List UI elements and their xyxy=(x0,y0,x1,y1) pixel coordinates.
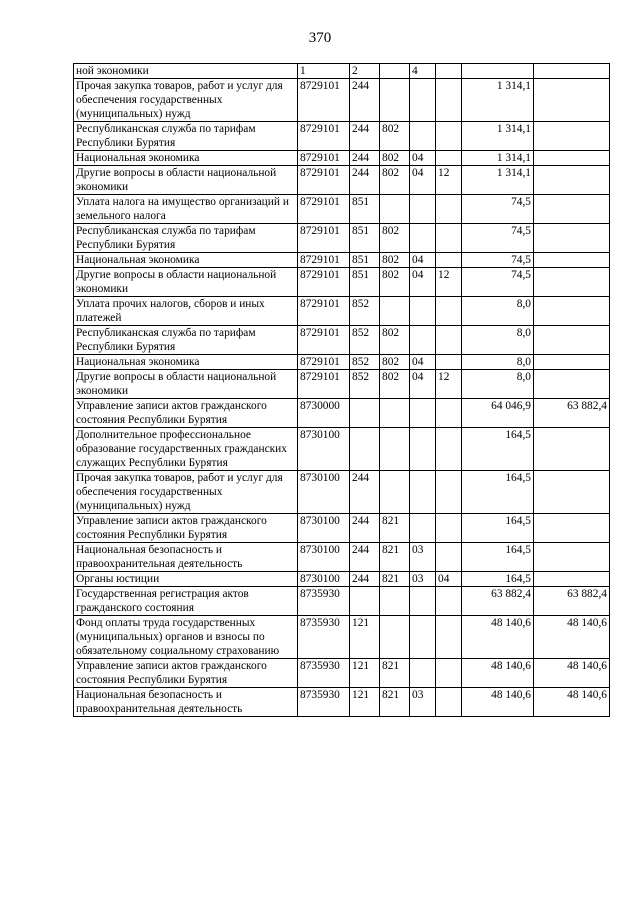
table-row xyxy=(74,151,610,166)
row-target-code: 8730100 xyxy=(298,514,350,543)
table-row xyxy=(74,297,610,326)
row-department xyxy=(380,297,410,326)
row-section xyxy=(410,326,436,355)
row-subsection xyxy=(436,514,462,543)
row-name: ной экономики xyxy=(74,64,298,79)
row-section: 04 xyxy=(410,166,436,195)
row-target-code: 8729101 xyxy=(298,268,350,297)
row-expense-type: 244 xyxy=(350,543,380,572)
row-amount-2 xyxy=(534,195,610,224)
row-subsection xyxy=(436,659,462,688)
row-subsection xyxy=(436,297,462,326)
row-expense-type: 121 xyxy=(350,659,380,688)
row-name: Национальная экономика xyxy=(74,253,298,268)
row-name: Республиканская служба по тарифам Республики Бурятия xyxy=(74,122,298,151)
row-name: Управление записи актов гражданского состояния Республики Бурятия xyxy=(74,399,298,428)
row-name: Национальная безопасность и правоохранительная деятельность xyxy=(74,688,298,717)
table-row xyxy=(74,514,610,543)
row-target-code: 8729101 xyxy=(298,151,350,166)
row-section xyxy=(410,471,436,514)
table-row xyxy=(74,688,610,717)
table-row xyxy=(74,572,610,587)
row-amount-1: 164,5 xyxy=(462,471,534,514)
row-section xyxy=(410,195,436,224)
row-department xyxy=(380,195,410,224)
row-section xyxy=(410,428,436,471)
row-amount-1: 1 314,1 xyxy=(462,151,534,166)
row-department xyxy=(380,471,410,514)
row-department: 802 xyxy=(380,166,410,195)
row-subsection xyxy=(436,253,462,268)
row-amount-2 xyxy=(534,471,610,514)
row-name: Органы юстиции xyxy=(74,572,298,587)
row-department xyxy=(380,428,410,471)
row-section xyxy=(410,587,436,616)
row-amount-1: 164,5 xyxy=(462,514,534,543)
row-section xyxy=(410,297,436,326)
row-subsection xyxy=(436,151,462,166)
row-amount-2 xyxy=(534,268,610,297)
row-amount-2 xyxy=(534,543,610,572)
row-amount-1: 164,5 xyxy=(462,543,534,572)
row-section xyxy=(410,122,436,151)
row-department xyxy=(380,587,410,616)
row-amount-1: 74,5 xyxy=(462,268,534,297)
row-subsection xyxy=(436,79,462,122)
row-subsection xyxy=(436,688,462,717)
row-name: Республиканская служба по тарифам Республики Бурятия xyxy=(74,224,298,253)
row-department: 802 xyxy=(380,370,410,399)
row-expense-type xyxy=(350,587,380,616)
row-amount-2 xyxy=(534,166,610,195)
row-target-code: 1 xyxy=(298,64,350,79)
row-amount-2 xyxy=(534,514,610,543)
row-amount-1: 63 882,4 xyxy=(462,587,534,616)
row-department: 802 xyxy=(380,151,410,166)
table-row xyxy=(74,355,610,370)
row-amount-1: 8,0 xyxy=(462,297,534,326)
table-row xyxy=(74,428,610,471)
row-subsection: 04 xyxy=(436,572,462,587)
row-target-code: 8735930 xyxy=(298,616,350,659)
row-amount-2: 63 882,4 xyxy=(534,587,610,616)
row-subsection xyxy=(436,428,462,471)
row-department xyxy=(380,616,410,659)
table-row xyxy=(74,399,610,428)
row-department: 802 xyxy=(380,224,410,253)
row-name: Прочая закупка товаров, работ и услуг для обеспечения государственных (муниципальных) нужд xyxy=(74,471,298,514)
row-department xyxy=(380,64,410,79)
row-target-code: 8730000 xyxy=(298,399,350,428)
row-subsection xyxy=(436,543,462,572)
row-section xyxy=(410,514,436,543)
table-body xyxy=(74,64,610,717)
row-subsection xyxy=(436,224,462,253)
row-amount-2 xyxy=(534,428,610,471)
row-expense-type xyxy=(350,428,380,471)
row-amount-1: 1 314,1 xyxy=(462,122,534,151)
row-name: Фонд оплаты труда государственных (муниципальных) органов и взносы по обязательному социальному страхованию xyxy=(74,616,298,659)
row-target-code: 8735930 xyxy=(298,587,350,616)
row-amount-1: 48 140,6 xyxy=(462,688,534,717)
row-amount-1: 8,0 xyxy=(462,355,534,370)
row-amount-2 xyxy=(534,253,610,268)
row-target-code: 8730100 xyxy=(298,572,350,587)
row-department: 802 xyxy=(380,268,410,297)
row-section: 04 xyxy=(410,355,436,370)
row-target-code: 8729101 xyxy=(298,297,350,326)
row-department: 821 xyxy=(380,572,410,587)
page-number: 370 xyxy=(308,30,332,46)
row-target-code: 8735930 xyxy=(298,659,350,688)
table-row xyxy=(74,616,610,659)
row-name: Национальная экономика xyxy=(74,151,298,166)
row-section: 03 xyxy=(410,572,436,587)
row-department: 802 xyxy=(380,326,410,355)
row-expense-type xyxy=(350,399,380,428)
table-row xyxy=(74,122,610,151)
row-name: Прочая закупка товаров, работ и услуг для обеспечения государственных (муниципальных) нужд xyxy=(74,79,298,122)
row-target-code: 8729101 xyxy=(298,166,350,195)
table-row xyxy=(74,326,610,355)
row-department: 821 xyxy=(380,659,410,688)
row-target-code: 8730100 xyxy=(298,428,350,471)
row-subsection xyxy=(436,326,462,355)
row-subsection xyxy=(436,195,462,224)
row-amount-2: 48 140,6 xyxy=(534,616,610,659)
row-expense-type: 244 xyxy=(350,79,380,122)
row-name: Государственная регистрация актов гражданского состояния xyxy=(74,587,298,616)
row-section xyxy=(410,224,436,253)
row-expense-type: 121 xyxy=(350,616,380,659)
table-row xyxy=(74,166,610,195)
row-amount-2 xyxy=(534,224,610,253)
row-name: Управление записи актов гражданского состояния Республики Бурятия xyxy=(74,514,298,543)
row-target-code: 8729101 xyxy=(298,253,350,268)
row-name: Республиканская служба по тарифам Республики Бурятия xyxy=(74,326,298,355)
row-section: 04 xyxy=(410,151,436,166)
table-row xyxy=(74,370,610,399)
row-amount-1: 8,0 xyxy=(462,370,534,399)
table-row xyxy=(74,224,610,253)
row-amount-1: 48 140,6 xyxy=(462,616,534,659)
row-target-code: 8729101 xyxy=(298,122,350,151)
row-target-code: 8730100 xyxy=(298,543,350,572)
row-target-code: 8729101 xyxy=(298,224,350,253)
row-department: 802 xyxy=(380,122,410,151)
row-subsection: 12 xyxy=(436,370,462,399)
row-target-code: 8729101 xyxy=(298,355,350,370)
row-section xyxy=(410,659,436,688)
table-row xyxy=(74,471,610,514)
row-expense-type: 851 xyxy=(350,268,380,297)
row-name: Другие вопросы в области национальной экономики xyxy=(74,166,298,195)
row-amount-1: 164,5 xyxy=(462,572,534,587)
table-row xyxy=(74,587,610,616)
row-target-code: 8729101 xyxy=(298,326,350,355)
row-section: 4 xyxy=(410,64,436,79)
row-department xyxy=(380,79,410,122)
row-amount-2 xyxy=(534,151,610,166)
row-amount-2 xyxy=(534,572,610,587)
table-row xyxy=(74,195,610,224)
row-expense-type: 852 xyxy=(350,370,380,399)
row-amount-2 xyxy=(534,64,610,79)
row-subsection: 12 xyxy=(436,268,462,297)
row-expense-type: 851 xyxy=(350,195,380,224)
row-name: Национальная безопасность и правоохранительная деятельность xyxy=(74,543,298,572)
row-name: Другие вопросы в области национальной экономики xyxy=(74,370,298,399)
table-row xyxy=(74,543,610,572)
row-department xyxy=(380,399,410,428)
row-subsection: 12 xyxy=(436,166,462,195)
table-row xyxy=(74,64,610,79)
row-department: 821 xyxy=(380,688,410,717)
row-section xyxy=(410,79,436,122)
row-expense-type: 244 xyxy=(350,166,380,195)
row-section: 04 xyxy=(410,268,436,297)
row-amount-2 xyxy=(534,297,610,326)
row-target-code: 8729101 xyxy=(298,79,350,122)
row-name: Уплата налога на имущество организаций и земельного налога xyxy=(74,195,298,224)
row-name: Национальная экономика xyxy=(74,355,298,370)
row-name: Управление записи актов гражданского состояния Республики Бурятия xyxy=(74,659,298,688)
table-row xyxy=(74,659,610,688)
row-section: 04 xyxy=(410,370,436,399)
row-expense-type: 244 xyxy=(350,122,380,151)
row-amount-1: 74,5 xyxy=(462,253,534,268)
row-amount-1: 164,5 xyxy=(462,428,534,471)
row-amount-1: 74,5 xyxy=(462,195,534,224)
row-target-code: 8729101 xyxy=(298,370,350,399)
row-amount-2 xyxy=(534,355,610,370)
row-amount-1: 1 314,1 xyxy=(462,79,534,122)
row-amount-1: 48 140,6 xyxy=(462,659,534,688)
row-amount-2: 48 140,6 xyxy=(534,659,610,688)
row-expense-type: 2 xyxy=(350,64,380,79)
row-department: 821 xyxy=(380,514,410,543)
row-amount-2 xyxy=(534,370,610,399)
row-amount-2 xyxy=(534,326,610,355)
row-expense-type: 244 xyxy=(350,471,380,514)
row-expense-type: 852 xyxy=(350,326,380,355)
row-target-code: 8730100 xyxy=(298,471,350,514)
row-subsection xyxy=(436,399,462,428)
row-department: 802 xyxy=(380,253,410,268)
row-expense-type: 244 xyxy=(350,514,380,543)
row-department: 802 xyxy=(380,355,410,370)
row-amount-2: 63 882,4 xyxy=(534,399,610,428)
row-expense-type: 244 xyxy=(350,572,380,587)
row-amount-1: 1 314,1 xyxy=(462,166,534,195)
row-section: 03 xyxy=(410,688,436,717)
row-subsection xyxy=(436,64,462,79)
row-department: 821 xyxy=(380,543,410,572)
row-target-code: 8735930 xyxy=(298,688,350,717)
row-expense-type: 121 xyxy=(350,688,380,717)
row-section xyxy=(410,399,436,428)
row-target-code: 8729101 xyxy=(298,195,350,224)
row-section: 03 xyxy=(410,543,436,572)
row-amount-1: 74,5 xyxy=(462,224,534,253)
row-name: Уплата прочих налогов, сборов и иных платежей xyxy=(74,297,298,326)
row-amount-2 xyxy=(534,79,610,122)
table-row xyxy=(74,268,610,297)
row-expense-type: 851 xyxy=(350,253,380,268)
row-amount-2 xyxy=(534,122,610,151)
row-subsection xyxy=(436,471,462,514)
row-expense-type: 852 xyxy=(350,355,380,370)
row-amount-1 xyxy=(462,64,534,79)
row-subsection xyxy=(436,587,462,616)
row-amount-1: 8,0 xyxy=(462,326,534,355)
row-subsection xyxy=(436,355,462,370)
row-name: Дополнительное профессиональное образование государственных гражданских служащих Республики Бурятия xyxy=(74,428,298,471)
row-amount-1: 64 046,9 xyxy=(462,399,534,428)
row-expense-type: 852 xyxy=(350,297,380,326)
row-name: Другие вопросы в области национальной экономики xyxy=(74,268,298,297)
table-row xyxy=(74,79,610,122)
row-subsection xyxy=(436,122,462,151)
row-amount-2: 48 140,6 xyxy=(534,688,610,717)
row-expense-type: 244 xyxy=(350,151,380,166)
row-section: 04 xyxy=(410,253,436,268)
row-subsection xyxy=(436,616,462,659)
row-expense-type: 851 xyxy=(350,224,380,253)
budget-table xyxy=(73,63,610,717)
table-row xyxy=(74,253,610,268)
row-section xyxy=(410,616,436,659)
